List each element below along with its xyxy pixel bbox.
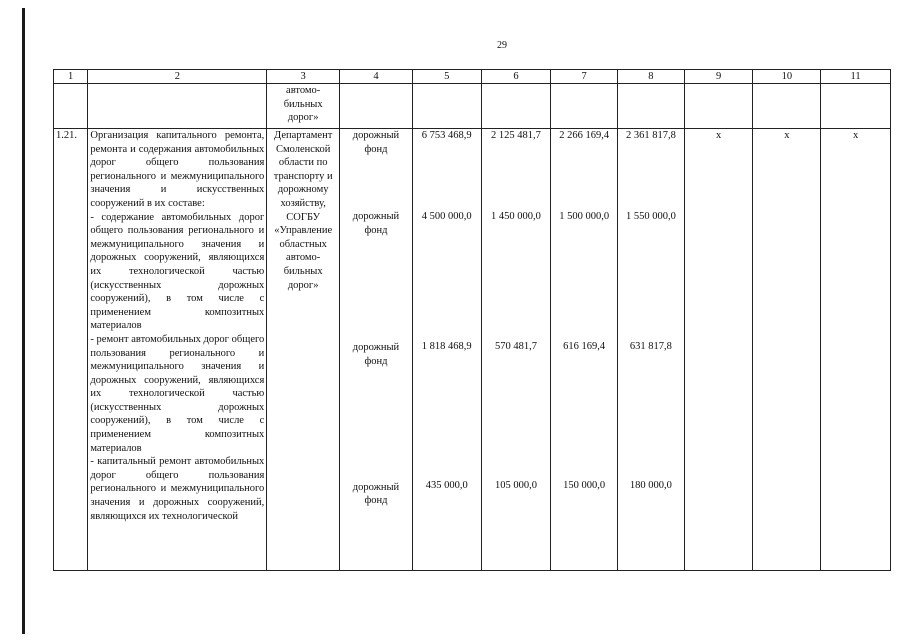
amount-year2-cell bbox=[551, 129, 618, 571]
executor-line: бильных bbox=[283, 265, 323, 277]
column-header: 7 bbox=[551, 70, 618, 84]
executor-line: Департамент bbox=[274, 130, 333, 141]
funding-source: фонд bbox=[364, 224, 388, 236]
column-header: 1 bbox=[54, 70, 88, 84]
column-header: 6 bbox=[481, 70, 551, 84]
program-table bbox=[53, 69, 891, 571]
amount-value: 1 500 000,0 bbox=[559, 210, 610, 222]
continuation-line: дорог» bbox=[287, 112, 319, 124]
funding-source: дорожный bbox=[352, 481, 400, 493]
amount-value: 1 550 000,0 bbox=[625, 210, 676, 222]
page-left-edge bbox=[22, 8, 25, 634]
funding-source: дорожный bbox=[352, 130, 400, 141]
funding-source: фонд bbox=[364, 495, 388, 507]
page-number: 29 bbox=[497, 40, 507, 51]
amount-value: 105 000,0 bbox=[494, 479, 537, 491]
continuation-line: автомо- bbox=[286, 85, 321, 96]
executor-line: дорог» bbox=[287, 279, 319, 291]
table-row bbox=[54, 129, 891, 571]
continuation-line: бильных bbox=[283, 98, 323, 110]
executor-line: Смоленской bbox=[275, 143, 331, 155]
funding-source-cell bbox=[340, 129, 413, 571]
amount-value: 2 361 817,8 bbox=[625, 130, 676, 141]
amount-value: 150 000,0 bbox=[563, 479, 606, 491]
amount-value: 1 818 468,9 bbox=[421, 341, 472, 353]
continuation-row bbox=[54, 84, 891, 129]
amount-value: 180 000,0 bbox=[629, 479, 672, 491]
funding-source: дорожный bbox=[352, 342, 400, 354]
amount-value: 435 000,0 bbox=[425, 479, 468, 491]
funding-source: фонд bbox=[364, 355, 388, 367]
executor-line: транспорту и bbox=[273, 170, 333, 182]
amount-value: 1 450 000,0 bbox=[491, 210, 541, 222]
executor-line: СОГБУ bbox=[286, 211, 321, 223]
amount-value: 4 500 000,0 bbox=[421, 210, 472, 222]
activity-description: - ремонт автомобильных дорог общего пользования регионального и межмуниципального значения и дорожных сооружений, являющихся их технологической частью (искусственных дорожных сооружений), в том числе с применением композитных материалов bbox=[90, 333, 265, 454]
column-header: 3 bbox=[267, 70, 340, 84]
amount-value: 570 481,7 bbox=[494, 341, 537, 353]
funding-source: фонд bbox=[364, 143, 388, 155]
activity-description: - содержание автомобильных дорог общего пользования регионального и межмуниципального значения и дорожных сооружений, являющихся их технологической частью (искусственных дорожных сооружений), в том числе с применением композитных материалов bbox=[90, 211, 265, 332]
amount-value: 616 169,4 bbox=[563, 341, 606, 353]
funding-source: дорожный bbox=[352, 211, 400, 223]
executor-line: дорожному bbox=[277, 184, 329, 196]
amount-year1-cell bbox=[481, 129, 551, 571]
table-header-row bbox=[54, 70, 891, 84]
amount-value: 6 753 468,9 bbox=[421, 130, 472, 141]
executor-line: «Управление bbox=[274, 225, 333, 237]
activity-description-cell bbox=[88, 129, 267, 571]
column-header: 9 bbox=[684, 70, 753, 84]
executor-cell bbox=[267, 129, 340, 571]
activity-description: Организация капитального ремонта, ремонта и содержания автомобильных дорог общего пользования регионального и межмуниципального значения и искусственных сооружений в их составе: bbox=[90, 130, 265, 209]
column-header: 2 bbox=[88, 70, 267, 84]
amount-total-cell bbox=[412, 129, 481, 571]
activity-description: - капитальный ремонт автомобильных дорог общего пользования регионального и межмуниципального значения и дорожных сооружений, являющихся их технологической bbox=[90, 456, 265, 522]
column-header: 5 bbox=[412, 70, 481, 84]
row-number: 1.21. bbox=[54, 129, 88, 571]
indicator-cell: х bbox=[684, 129, 753, 571]
executor-line: области по bbox=[278, 157, 328, 169]
executor-line: автомо- bbox=[286, 252, 321, 264]
executor-line: хозяйству, bbox=[280, 197, 326, 209]
amount-value: 2 266 169,4 bbox=[559, 130, 610, 141]
indicator-cell: х bbox=[753, 129, 821, 571]
amount-year3-cell bbox=[618, 129, 685, 571]
column-header: 10 bbox=[753, 70, 821, 84]
amount-value: 2 125 481,7 bbox=[491, 130, 541, 141]
executor-line: областных bbox=[279, 238, 327, 250]
column-header: 4 bbox=[340, 70, 413, 84]
indicator-cell: х bbox=[821, 129, 891, 571]
amount-value: 631 817,8 bbox=[629, 341, 672, 353]
column-header: 8 bbox=[618, 70, 685, 84]
column-header: 11 bbox=[821, 70, 891, 84]
continuation-executor-cell bbox=[267, 84, 340, 129]
